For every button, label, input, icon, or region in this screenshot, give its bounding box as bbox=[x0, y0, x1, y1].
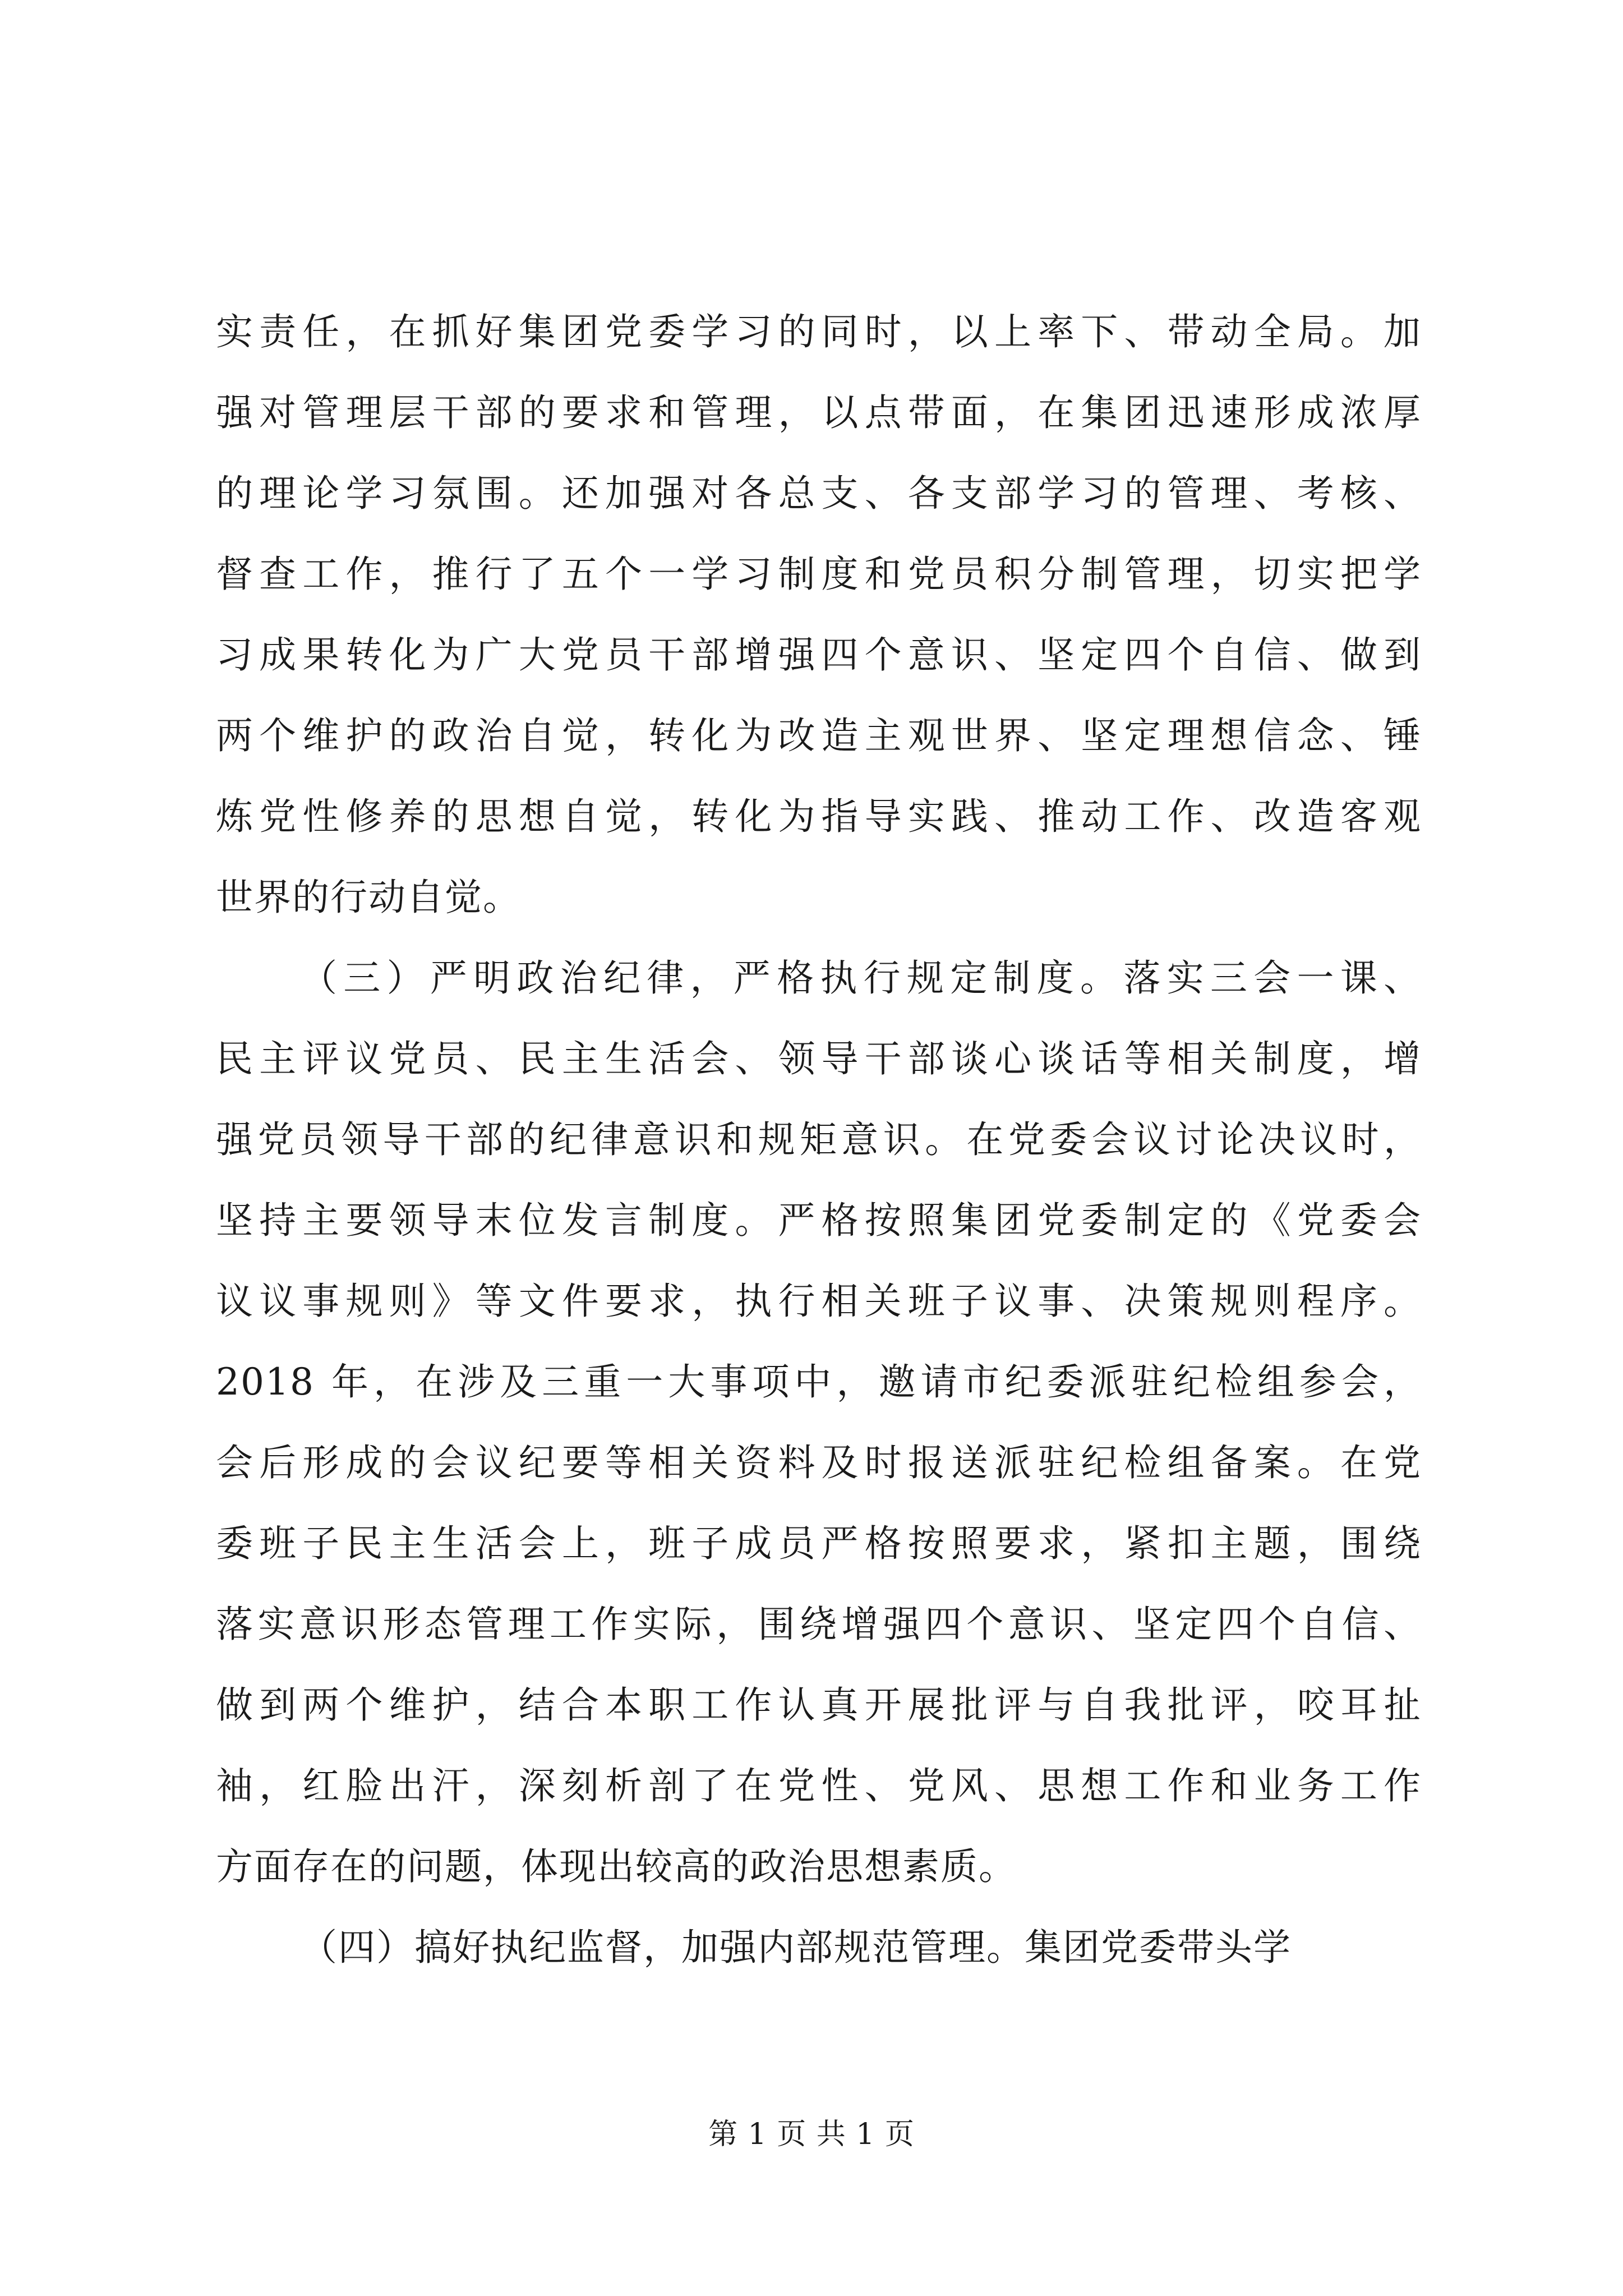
text-line: 督查工作，推行了五个一学习制度和党员积分制管理，切实把学 bbox=[216, 553, 1422, 596]
text-line: 实责任，在抓好集团党委学习的同时，以上率下、带动全局。加 bbox=[216, 310, 1422, 353]
text-line: 强党员领导干部的纪律意识和规矩意识。在党委会议讨论决议时， bbox=[216, 1118, 1422, 1161]
text-line: 坚持主要领导末位发言制度。严格按照集团党委制定的《党委会 bbox=[216, 1199, 1422, 1242]
text-line: 委班子民主生活会上，班子成员严格按照要求，紧扣主题，围绕 bbox=[216, 1522, 1422, 1565]
text-line: 两个维护的政治自觉，转化为改造主观世界、坚定理想信念、锤 bbox=[216, 714, 1422, 757]
document-body bbox=[216, 292, 1422, 1988]
text-line: 2018 年，在涉及三重一大事项中，邀请市纪委派驻纪检组参会， bbox=[216, 1360, 1422, 1404]
text-line: 民主评议党员、民主生活会、领导干部谈心谈话等相关制度，增 bbox=[216, 1037, 1422, 1080]
section-three-heading-line: （三）严明政治纪律，严格执行规定制度。落实三会一课、 bbox=[300, 956, 1422, 1000]
text-line: 习成果转化为广大党员干部增强四个意识、坚定四个自信、做到 bbox=[216, 633, 1422, 677]
text-line: 落实意识形态管理工作实际，围绕增强四个意识、坚定四个自信、 bbox=[216, 1603, 1422, 1646]
text-line: 炼党性修养的思想自觉，转化为指导实践、推动工作、改造客观 bbox=[216, 795, 1422, 838]
section-four-heading-line: （四）搞好执纪监督，加强内部规范管理。集团党委带头学 bbox=[300, 1926, 1292, 1969]
text-line: 做到两个维护，结合本职工作认真开展批评与自我批评，咬耳扯 bbox=[216, 1683, 1422, 1727]
text-line: 强对管理层干部的要求和管理，以点带面，在集团迅速形成浓厚 bbox=[216, 391, 1422, 434]
paragraph-end-line: 方面存在的问题，体现出较高的政治思想素质。 bbox=[216, 1845, 1017, 1888]
text-line: 袖，红脸出汗，深刻析剖了在党性、党风、思想工作和业务工作 bbox=[216, 1764, 1422, 1807]
text-line: 会后形成的会议纪要等相关资料及时报送派驻纪检组备案。在党 bbox=[216, 1441, 1422, 1484]
page-number-footer: 第 1 页 共 1 页 bbox=[708, 2118, 915, 2151]
paragraph-end-line: 世界的行动自觉。 bbox=[216, 876, 521, 919]
text-line: 的理论学习氛围。还加强对各总支、各支部学习的管理、考核、 bbox=[216, 472, 1422, 515]
text-line: 议议事规则》等文件要求，执行相关班子议事、决策规则程序。 bbox=[216, 1280, 1422, 1323]
